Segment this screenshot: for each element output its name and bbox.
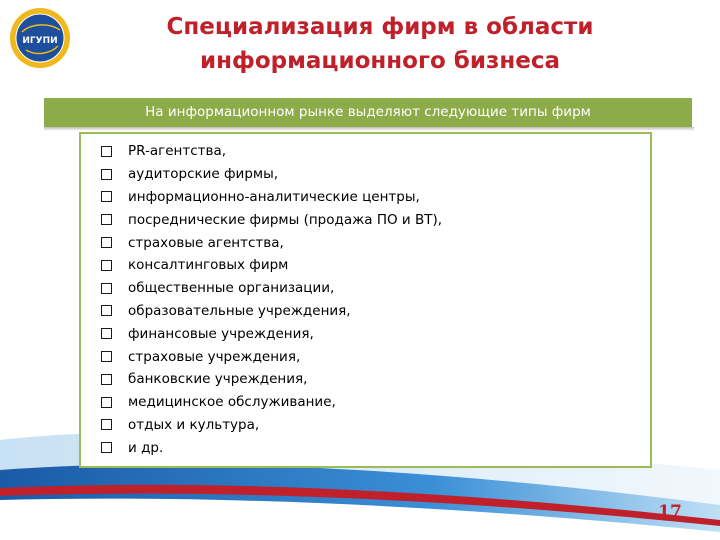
list-item bbox=[101, 414, 650, 437]
square-bullet-icon bbox=[101, 374, 112, 385]
list-item-text: отдых и культура, bbox=[128, 416, 260, 433]
page-number: 17 bbox=[658, 502, 682, 522]
list-item bbox=[101, 322, 650, 345]
list-item-text: информационно-аналитические центры, bbox=[128, 188, 420, 205]
university-logo-icon bbox=[8, 6, 72, 70]
slide-title bbox=[110, 10, 650, 78]
header-bar-shadow bbox=[44, 127, 694, 131]
title-line-2: информационного бизнеса bbox=[200, 48, 560, 74]
list-item bbox=[101, 300, 650, 323]
square-bullet-icon bbox=[101, 169, 112, 180]
square-bullet-icon bbox=[101, 237, 112, 248]
logo-text: ИГУПИ bbox=[22, 36, 58, 46]
list-item bbox=[101, 231, 650, 254]
list-item-text: PR-агентства, bbox=[128, 143, 227, 160]
list-item bbox=[101, 345, 650, 368]
firm-types-list-box bbox=[79, 132, 652, 468]
list-item-text: консалтинговых фирм bbox=[128, 257, 289, 274]
section-header-bar: На информационном рынке выделяют следующие типы фирм bbox=[44, 98, 692, 127]
square-bullet-icon bbox=[101, 283, 112, 294]
list-item bbox=[101, 436, 650, 459]
square-bullet-icon bbox=[101, 305, 112, 316]
list-item bbox=[101, 368, 650, 391]
list-item-text: и др. bbox=[128, 439, 164, 456]
list-item-text: страховые агентства, bbox=[128, 234, 284, 251]
list-item-text: образовательные учреждения, bbox=[128, 302, 351, 319]
list-item bbox=[101, 254, 650, 277]
list-item-text: общественные организации, bbox=[128, 280, 335, 297]
list-item-text: аудиторские фирмы, bbox=[128, 166, 279, 183]
title-line-1: Специализация фирм в области bbox=[166, 14, 594, 40]
list-item-text: финансовые учреждения, bbox=[128, 325, 314, 342]
list-item-text: медицинское обслуживание, bbox=[128, 394, 336, 411]
list-item bbox=[101, 277, 650, 300]
square-bullet-icon bbox=[101, 442, 112, 453]
square-bullet-icon bbox=[101, 191, 112, 202]
square-bullet-icon bbox=[101, 397, 112, 408]
list-item bbox=[101, 186, 650, 209]
list-item bbox=[101, 208, 650, 231]
firm-types-list bbox=[81, 134, 650, 459]
square-bullet-icon bbox=[101, 146, 112, 157]
square-bullet-icon bbox=[101, 214, 112, 225]
list-item bbox=[101, 140, 650, 163]
square-bullet-icon bbox=[101, 328, 112, 339]
square-bullet-icon bbox=[101, 351, 112, 362]
list-item-text: страховые учреждения, bbox=[128, 348, 301, 365]
list-item bbox=[101, 163, 650, 186]
list-item-text: посреднические фирмы (продажа ПО и ВТ), bbox=[128, 211, 443, 228]
square-bullet-icon bbox=[101, 419, 112, 430]
list-item-text: банковские учреждения, bbox=[128, 371, 308, 388]
list-item bbox=[101, 391, 650, 414]
square-bullet-icon bbox=[101, 260, 112, 271]
